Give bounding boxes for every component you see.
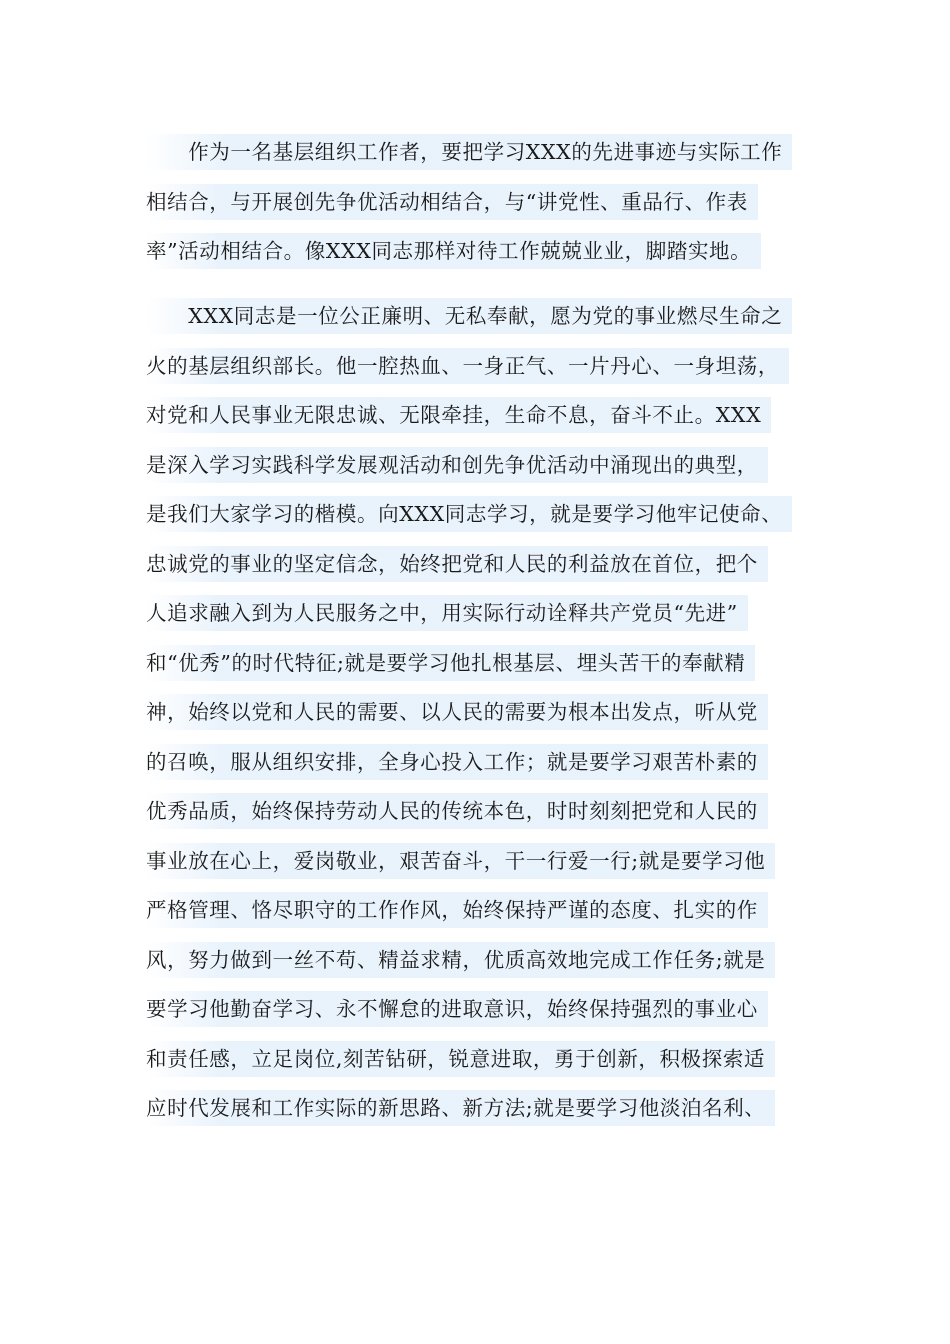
text-line: 对党和人民事业无限忠诚、无限牵挂，生命不息，奋斗不止。XXX [146, 397, 771, 433]
text-line: 神，始终以党和人民的需要、以人民的需要为根本出发点，听从党 [146, 694, 768, 730]
text-line: 风，努力做到一丝不苟、精益求精，优质高效地完成工作任务;就是 [146, 942, 775, 978]
text-line: 忠诚党的事业的坚定信念，始终把党和人民的利益放在首位，把个 [146, 546, 768, 582]
text-line: 事业放在心上，爱岗敬业，艰苦奋斗，干一行爱一行;就是要学习他 [146, 843, 775, 879]
text-line: XXX同志是一位公正廉明、无私奉献，愿为党的事业燃尽生命之 [146, 298, 792, 334]
text-line: 相结合，与开展创先争优活动相结合，与“讲党性、重品行、作表 [146, 184, 758, 220]
text-line: 是我们大家学习的楷模。向XXX同志学习，就是要学习他牢记使命、 [146, 496, 792, 532]
text-line: 严格管理、恪尽职守的工作作风，始终保持严谨的态度、扎实的作 [146, 892, 768, 928]
text-line: 是深入学习实践科学发展观活动和创先争优活动中涌现出的典型， [146, 447, 768, 483]
text-line: 应时代发展和工作实际的新思路、新方法;就是要学习他淡泊名利、 [146, 1090, 775, 1126]
text-line: 优秀品质，始终保持劳动人民的传统本色，时时刻刻把党和人民的 [146, 793, 768, 829]
text-line: 人追求融入到为人民服务之中，用实际行动诠释共产党员“先进” [146, 595, 748, 631]
text-line: 率”活动相结合。像XXX同志那样对待工作兢兢业业，脚踏实地。 [146, 233, 761, 269]
text-line: 和责任感，立足岗位,刻苦钻研，锐意进取，勇于创新，积极探索适 [146, 1041, 775, 1077]
text-line: 的召唤，服从组织安排，全身心投入工作；就是要学习艰苦朴素的 [146, 744, 768, 780]
text-line: 作为一名基层组织工作者，要把学习XXX的先进事迹与实际工作 [146, 134, 792, 170]
text-line: 火的基层组织部长。他一腔热血、一身正气、一片丹心、一身坦荡， [146, 348, 789, 384]
text-line: 要学习他勤奋学习、永不懈怠的进取意识，始终保持强烈的事业心 [146, 991, 768, 1027]
text-line: 和“优秀”的时代特征;就是要学习他扎根基层、埋头苦干的奉献精 [146, 645, 755, 681]
